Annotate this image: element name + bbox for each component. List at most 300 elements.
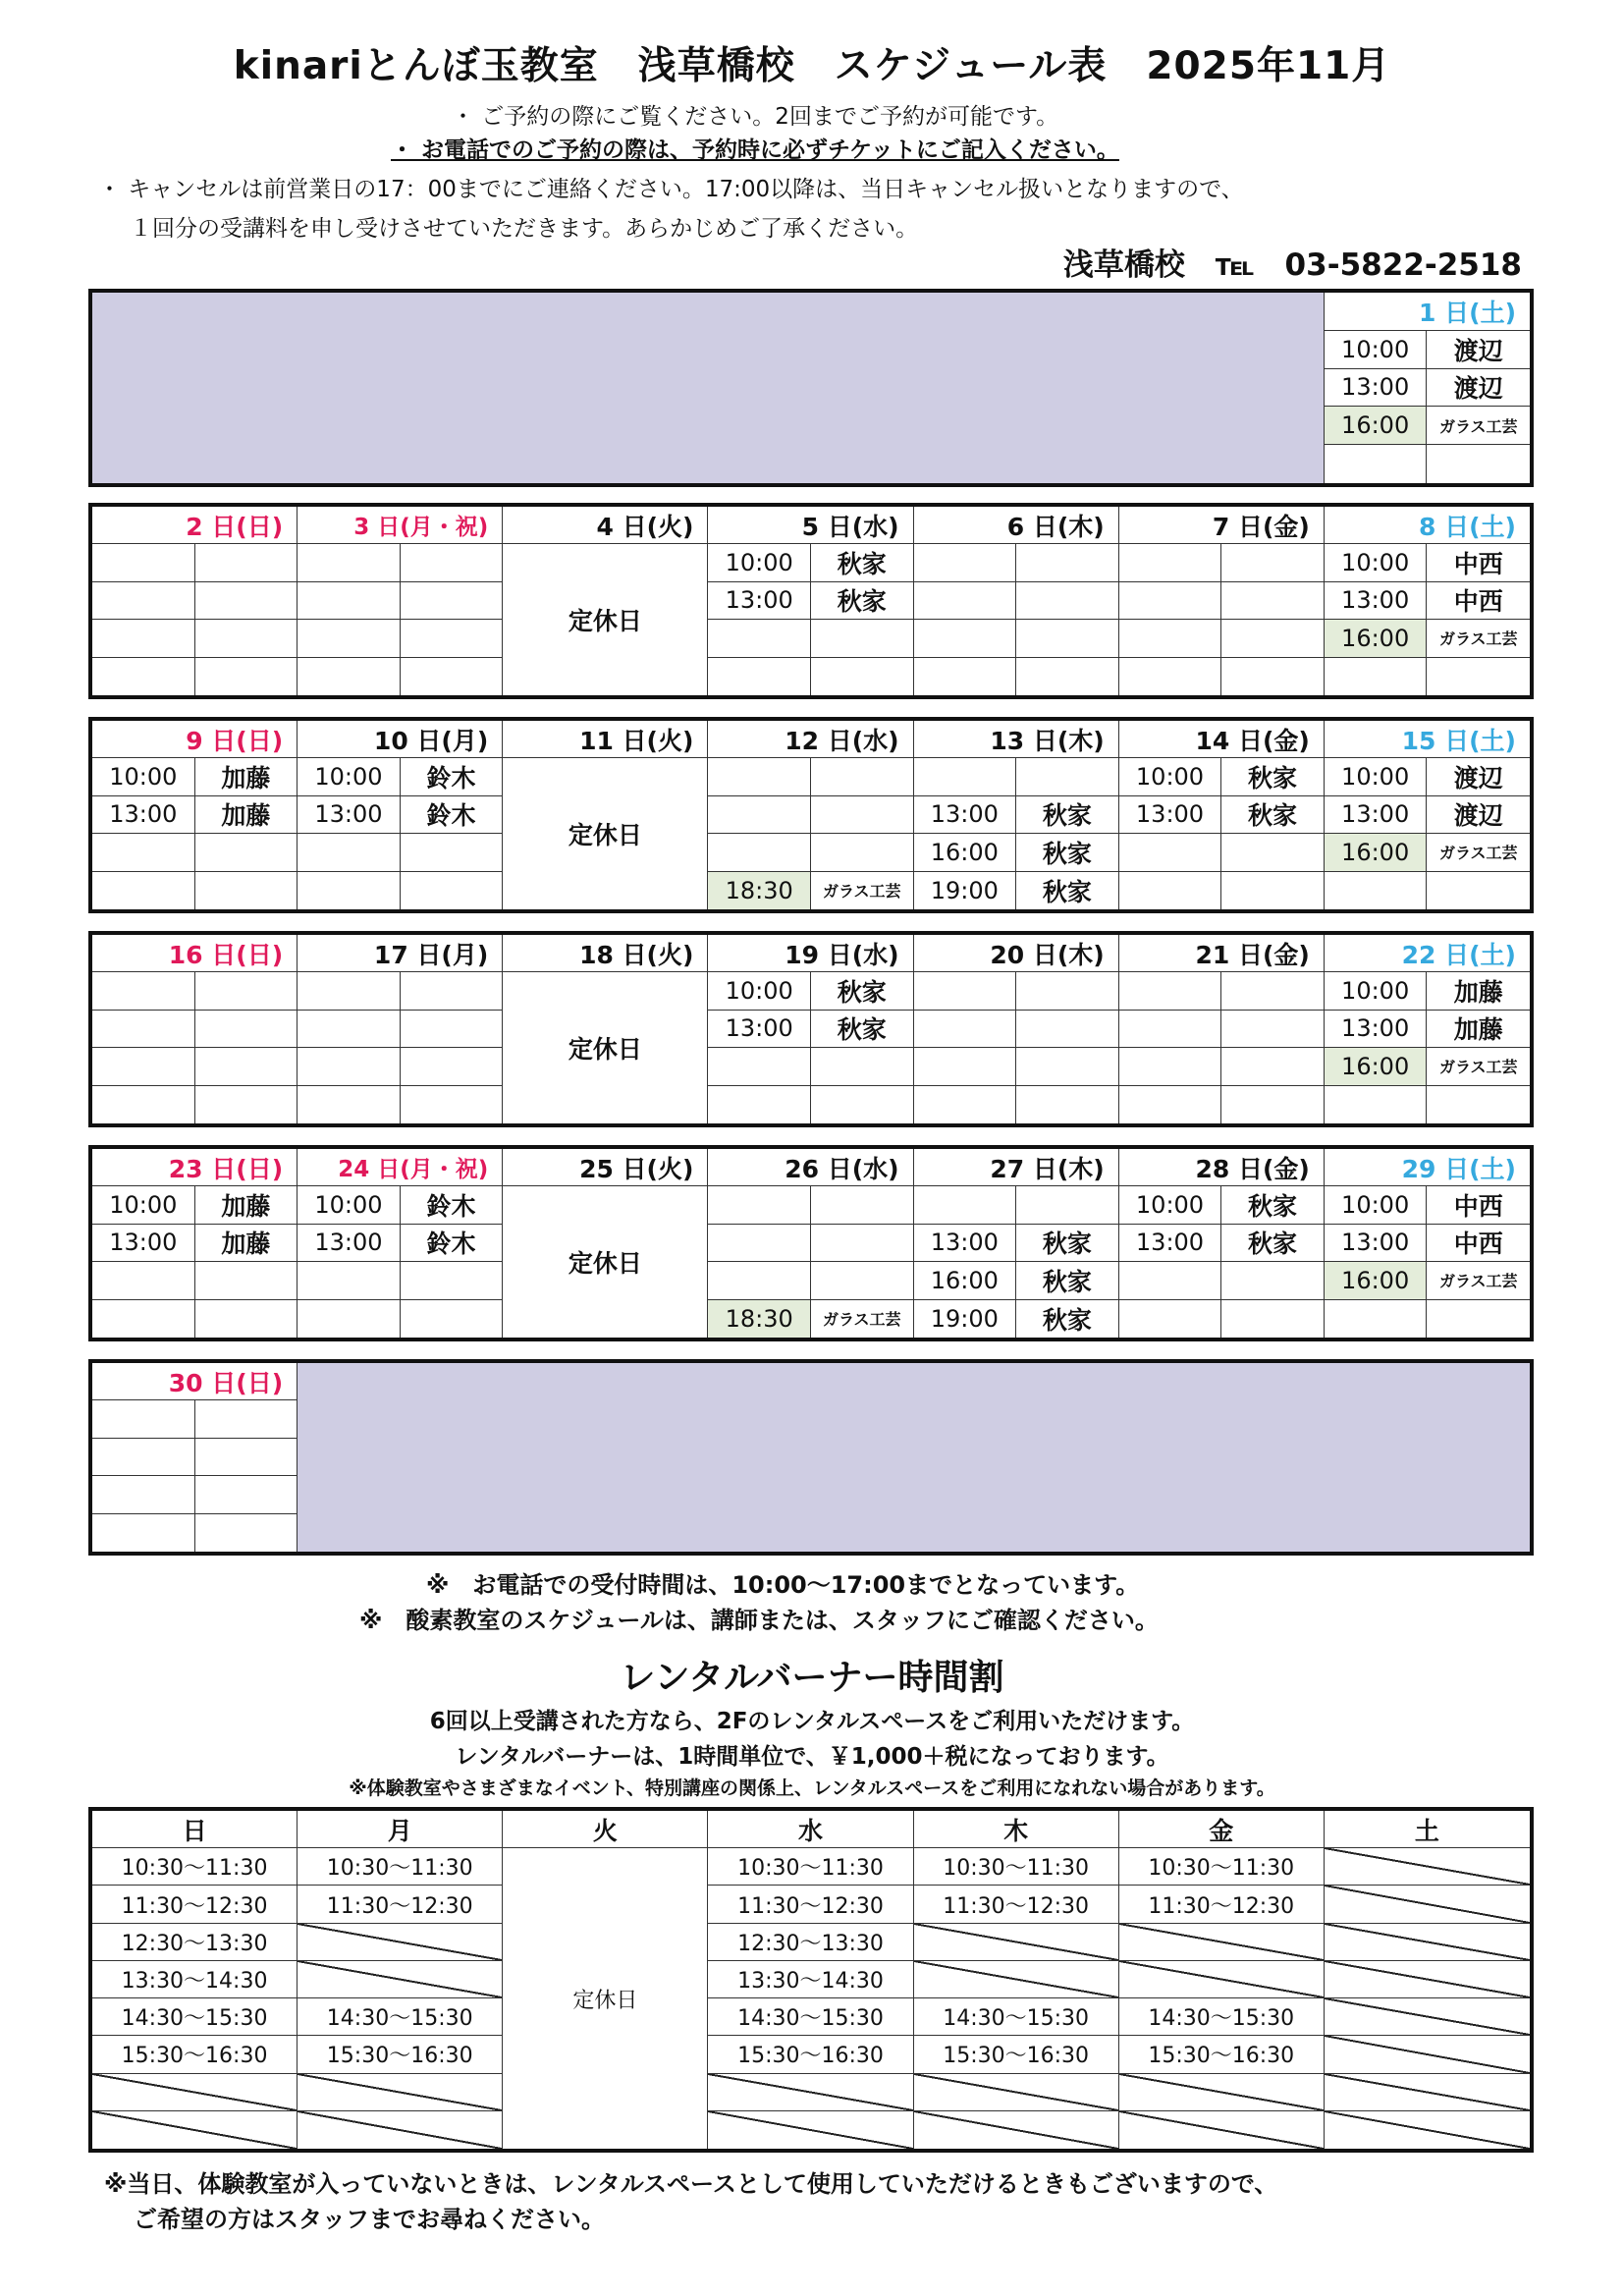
slot-time (298, 1011, 401, 1048)
slot-instructor: 鈴木 (401, 758, 504, 795)
rental-slot-unavailable (1325, 2074, 1530, 2111)
week-3 (88, 717, 1534, 913)
slot-instructor (195, 972, 298, 1010)
slot-instructor: 中西 (1427, 1225, 1530, 1262)
day-label: 19 日(水) (785, 940, 899, 969)
slot-time (1119, 1300, 1222, 1338)
slot-time (298, 658, 401, 695)
rental-slot: 12:30～13:30 (708, 1924, 913, 1961)
blank-area (298, 1363, 1530, 1552)
rental-slot: 11:30～12:30 (92, 1886, 298, 1923)
rental-notice: ※体験教室やさまざまなイベント、特別講座の関係上、レンタルスペースをご利用になれない場合があります。 (349, 1777, 1275, 1799)
slot-instructor: 加藤 (195, 758, 298, 795)
rental-header-day: 土 (1325, 1811, 1530, 1848)
slot-instructor (1221, 972, 1325, 1010)
slot-instructor: 加藤 (195, 1225, 298, 1262)
slot-time (914, 544, 1017, 581)
slot-instructor: 中西 (1427, 1186, 1530, 1224)
slot-time (1119, 582, 1222, 620)
slot-time: 13:00 (1119, 796, 1222, 834)
day-header (503, 1149, 708, 1186)
day-header (1119, 721, 1325, 758)
slot-time (92, 1400, 195, 1438)
note-phone-hours: ※ お電話での受付時間は、10:00～17:00までとなっています。 (426, 1571, 1140, 1599)
slot-instructor (195, 1262, 298, 1299)
slot-instructor: 秋家 (1221, 796, 1325, 834)
day-header (503, 507, 708, 544)
week-6 (88, 1359, 1534, 1556)
day-header (914, 507, 1119, 544)
slot-instructor (1221, 620, 1325, 657)
week-5 (88, 1145, 1534, 1341)
day-header (708, 721, 913, 758)
day-header (708, 507, 913, 544)
slot-instructor (1016, 658, 1119, 695)
day-header (914, 935, 1119, 972)
slot-time (92, 658, 195, 695)
slot-time: 13:00 (298, 796, 401, 834)
slot-instructor (1221, 544, 1325, 581)
slot-time (298, 544, 401, 581)
slot-time (914, 1186, 1017, 1224)
rental-slot: 10:30～11:30 (914, 1848, 1119, 1886)
slot-instructor (195, 582, 298, 620)
slot-time (1119, 1262, 1222, 1299)
day-header (1325, 507, 1530, 544)
slot-instructor (401, 1262, 504, 1299)
rental-slot-unavailable (1119, 1961, 1325, 1998)
rental-slot: 10:30～11:30 (298, 1848, 503, 1886)
day-label: 12 日(水) (785, 726, 899, 755)
rental-slot: 13:30～14:30 (708, 1961, 913, 1998)
slot-time (298, 872, 401, 909)
slot-time (1325, 445, 1428, 483)
rental-slot: 15:30～16:30 (298, 2036, 503, 2073)
slot-time (708, 834, 811, 871)
slot-time (92, 544, 195, 581)
slot-instructor: 加藤 (1427, 972, 1530, 1010)
rental-slot: 15:30～16:30 (92, 2036, 298, 2073)
day-label: 27 日(木) (990, 1154, 1105, 1183)
slot-time (708, 1225, 811, 1262)
slot-time (1119, 620, 1222, 657)
day-label: 2 日(日) (186, 512, 284, 541)
slot-time (298, 1086, 401, 1123)
day-header (92, 1149, 298, 1186)
slot-time: 13:00 (914, 1225, 1017, 1262)
slot-instructor (401, 972, 504, 1010)
day-header (1119, 935, 1325, 972)
slot-instructor (1221, 1048, 1325, 1085)
slot-time: 10:00 (708, 544, 811, 581)
slot-instructor (401, 872, 504, 909)
day-label: 7 日(金) (1212, 512, 1310, 541)
slot-instructor: ガラス工芸 (1427, 1262, 1530, 1299)
slot-time (708, 1262, 811, 1299)
slot-time (92, 1300, 195, 1338)
rental-header-day: 日 (92, 1811, 298, 1848)
day-label: 11 日(火) (579, 726, 694, 755)
rental-condition: 6回以上受講された方なら、2Fのレンタルスペースをご利用いただけます。 (429, 1709, 1195, 1734)
rental-slot-unavailable (1325, 2111, 1530, 2149)
day-header (914, 721, 1119, 758)
day-label: 9 日(日) (186, 726, 284, 755)
rental-timetable (88, 1807, 1534, 2153)
slot-instructor (1016, 758, 1119, 795)
slot-instructor (811, 620, 914, 657)
slot-instructor (195, 834, 298, 871)
slot-time: 10:00 (1325, 758, 1428, 795)
rental-slot-unavailable (1325, 1886, 1530, 1923)
slot-time: 18:30 (708, 1300, 811, 1338)
slot-time (914, 758, 1017, 795)
slot-instructor (1016, 1011, 1119, 1048)
slot-instructor (1221, 1086, 1325, 1123)
rental-slot-unavailable (914, 2074, 1119, 2111)
day-header (503, 935, 708, 972)
day-label: 15 日(土) (1401, 726, 1516, 755)
slot-time: 13:00 (92, 1225, 195, 1262)
slot-time (914, 1048, 1017, 1085)
day-label: 13 日(木) (990, 726, 1105, 755)
rental-slot-unavailable (298, 1924, 503, 1961)
slot-instructor (195, 620, 298, 657)
day-label: 14 日(金) (1195, 726, 1310, 755)
slot-instructor (401, 658, 504, 695)
slot-time (708, 796, 811, 834)
slot-instructor: 秋家 (811, 582, 914, 620)
day-label: 18 日(火) (579, 940, 694, 969)
day-header (92, 935, 298, 972)
rental-slot-unavailable (708, 2111, 913, 2149)
slot-time: 13:00 (1325, 1225, 1428, 1262)
rental-slot-unavailable (1325, 1848, 1530, 1886)
day-label: 25 日(火) (579, 1154, 694, 1183)
slot-instructor: 渡辺 (1427, 369, 1530, 408)
week-4 (88, 931, 1534, 1127)
note-reservation: ・ ご予約の際にご覧ください。2回までご予約が可能です。 (452, 104, 1059, 130)
rental-slot-unavailable (92, 2111, 298, 2149)
day-label: 23 日(日) (168, 1154, 284, 1183)
slot-instructor (1427, 872, 1530, 909)
rental-slot-unavailable (1325, 1998, 1530, 2036)
slot-time: 10:00 (1325, 1186, 1428, 1224)
slot-instructor: 秋家 (1221, 1186, 1325, 1224)
slot-time: 16:00 (914, 1262, 1017, 1299)
slot-time: 10:00 (92, 1186, 195, 1224)
slot-instructor (811, 834, 914, 871)
day-label: 24 日(月・祝) (338, 1157, 489, 1183)
slot-time (1119, 1011, 1222, 1048)
slot-instructor (1221, 582, 1325, 620)
rental-slot-unavailable (1325, 1961, 1530, 1998)
rental-slot: 15:30～16:30 (914, 2036, 1119, 2073)
slot-instructor (1016, 1086, 1119, 1123)
day-label: 29 日(土) (1401, 1154, 1516, 1183)
day-label: 20 日(木) (990, 940, 1105, 969)
slot-time: 16:00 (1325, 1262, 1428, 1299)
slot-time: 10:00 (1325, 544, 1428, 581)
day-label: 26 日(水) (785, 1154, 899, 1183)
slot-instructor: ガラス工芸 (811, 872, 914, 909)
slot-time (298, 1300, 401, 1338)
slot-instructor (1427, 445, 1530, 483)
slot-instructor (195, 658, 298, 695)
day-label: 17 日(月) (373, 940, 489, 969)
day-header (298, 1149, 503, 1186)
slot-instructor: ガラス工芸 (1427, 834, 1530, 871)
slot-instructor (401, 544, 504, 581)
slot-instructor (401, 620, 504, 657)
slot-instructor (401, 582, 504, 620)
slot-time: 13:00 (1119, 1225, 1222, 1262)
slot-time: 13:00 (708, 582, 811, 620)
slot-time (708, 758, 811, 795)
rental-slot: 14:30～15:30 (914, 1998, 1119, 2036)
slot-instructor (401, 1086, 504, 1123)
slot-instructor (195, 544, 298, 581)
slot-time (1325, 1086, 1428, 1123)
week-1 (88, 289, 1534, 487)
rental-slot-unavailable (1119, 2111, 1325, 2149)
rental-slot: 15:30～16:30 (1119, 2036, 1325, 2073)
slot-time: 10:00 (298, 1186, 401, 1224)
slot-instructor (195, 872, 298, 909)
note-cancel-fee: １回分の受講料を申し受けさせていただきます。あらかじめご了承ください。 (130, 216, 919, 242)
slot-instructor (811, 1086, 914, 1123)
slot-time: 13:00 (914, 796, 1017, 834)
day-label: 30 日(日) (168, 1368, 284, 1397)
school-phone: 浅草橋校 ℡ 03-5822-2518 (1062, 247, 1522, 283)
slot-instructor (1221, 1011, 1325, 1048)
slot-instructor (195, 1048, 298, 1085)
slot-time (92, 1086, 195, 1123)
slot-time (708, 1086, 811, 1123)
slot-time: 13:00 (298, 1225, 401, 1262)
slot-instructor: 中西 (1427, 582, 1530, 620)
slot-time (1325, 658, 1428, 695)
rental-slot: 10:30～11:30 (1119, 1848, 1325, 1886)
rental-header-day: 月 (298, 1811, 503, 1848)
rental-slot: 13:30～14:30 (92, 1961, 298, 1998)
day-label: 1 日(土) (1419, 298, 1516, 327)
slot-instructor (1427, 1300, 1530, 1338)
rental-slot-unavailable (1325, 2036, 1530, 2073)
slot-instructor: 秋家 (1016, 872, 1119, 909)
slot-time (1325, 872, 1428, 909)
slot-time: 16:00 (1325, 620, 1428, 657)
rental-slot-unavailable (708, 2074, 913, 2111)
closed-day-label: 定休日 (503, 544, 708, 695)
day-header (1325, 721, 1530, 758)
rental-slot-unavailable (914, 2111, 1119, 2149)
rental-slot: 15:30～16:30 (708, 2036, 913, 2073)
slot-time: 10:00 (1325, 972, 1428, 1010)
slot-instructor: 秋家 (1016, 1262, 1119, 1299)
slot-instructor (1221, 1262, 1325, 1299)
slot-instructor: 秋家 (811, 544, 914, 581)
day-header (298, 721, 503, 758)
slot-time (1119, 1086, 1222, 1123)
day-header (298, 935, 503, 972)
rental-header-day: 木 (914, 1811, 1119, 1848)
slot-time: 13:00 (1325, 369, 1428, 408)
day-header (92, 1363, 298, 1400)
rental-slot-unavailable (298, 1961, 503, 1998)
slot-instructor (1221, 658, 1325, 695)
slot-instructor: 秋家 (1221, 758, 1325, 795)
day-header (503, 721, 708, 758)
day-label: 22 日(土) (1401, 940, 1516, 969)
slot-time (298, 620, 401, 657)
rental-slot: 14:30～15:30 (92, 1998, 298, 2036)
slot-instructor (401, 1048, 504, 1085)
slot-time (92, 1439, 195, 1476)
slot-instructor: 加藤 (195, 1186, 298, 1224)
slot-time (92, 1262, 195, 1299)
slot-time (92, 834, 195, 871)
slot-time (914, 1086, 1017, 1123)
closed-day-label: 定休日 (503, 1186, 708, 1338)
rental-slot: 12:30～13:30 (92, 1924, 298, 1961)
day-header (1325, 935, 1530, 972)
day-header (708, 935, 913, 972)
slot-instructor (195, 1439, 298, 1476)
slot-time (298, 582, 401, 620)
rental-slot-unavailable (914, 1924, 1119, 1961)
slot-time: 10:00 (1325, 331, 1428, 369)
slot-instructor (401, 1011, 504, 1048)
slot-time (708, 658, 811, 695)
closed-day-label: 定休日 (503, 758, 708, 909)
slot-time (92, 582, 195, 620)
rental-slot: 10:30～11:30 (708, 1848, 913, 1886)
rental-header-day: 水 (708, 1811, 913, 1848)
rental-header-day: 火 (503, 1811, 708, 1848)
day-header (1119, 507, 1325, 544)
slot-instructor (401, 1300, 504, 1338)
blank-area (92, 293, 1325, 483)
slot-instructor: 秋家 (811, 1011, 914, 1048)
footer-note-contact: ご希望の方はスタッフまでお尋ねください。 (134, 2206, 605, 2233)
slot-instructor (195, 1086, 298, 1123)
slot-time: 13:00 (1325, 582, 1428, 620)
slot-time (92, 1514, 195, 1552)
rental-header-day: 金 (1119, 1811, 1325, 1848)
slot-time: 10:00 (298, 758, 401, 795)
slot-instructor (1221, 872, 1325, 909)
day-label: 28 日(金) (1195, 1154, 1310, 1183)
slot-time: 16:00 (914, 834, 1017, 871)
slot-instructor (195, 1300, 298, 1338)
slot-instructor: 鈴木 (401, 796, 504, 834)
slot-time (1119, 658, 1222, 695)
slot-time (708, 1048, 811, 1085)
slot-time (298, 972, 401, 1010)
slot-instructor (811, 1048, 914, 1085)
slot-instructor (1221, 1300, 1325, 1338)
note-oxygen-class: ※ 酸素教室のスケジュールは、講師または、スタッフにご確認ください。 (359, 1607, 1159, 1634)
slot-time (1119, 544, 1222, 581)
rental-slot: 11:30～12:30 (914, 1886, 1119, 1923)
rental-slot: 11:30～12:30 (1119, 1886, 1325, 1923)
slot-time: 13:00 (92, 796, 195, 834)
closed-day-label: 定休日 (503, 972, 708, 1123)
slot-instructor (195, 1476, 298, 1513)
slot-instructor: 渡辺 (1427, 796, 1530, 834)
slot-time: 13:00 (708, 1011, 811, 1048)
slot-instructor: ガラス工芸 (1427, 620, 1530, 657)
slot-instructor: 鈴木 (401, 1225, 504, 1262)
rental-slot: 11:30～12:30 (298, 1886, 503, 1923)
day-label: 21 日(金) (1195, 940, 1310, 969)
slot-instructor: 加藤 (195, 796, 298, 834)
day-header (92, 721, 298, 758)
slot-time (1119, 872, 1222, 909)
slot-instructor: 渡辺 (1427, 331, 1530, 369)
note-phone-reservation-text: ・ お電話でのご予約の際は、予約時に必ずチケットにご記入ください。 (391, 137, 1119, 163)
slot-time (92, 872, 195, 909)
slot-time (92, 1011, 195, 1048)
day-label: 8 日(土) (1419, 512, 1516, 541)
rental-slot-unavailable (298, 2074, 503, 2111)
slot-instructor (1427, 1086, 1530, 1123)
slot-instructor: 秋家 (811, 972, 914, 1010)
slot-time (298, 1262, 401, 1299)
day-label: 4 日(火) (596, 512, 694, 541)
note-cancel: ・ キャンセルは前営業日の17：00までにご連絡ください。17:00以降は、当日キャンセル扱いとなりますので、 (98, 177, 1244, 202)
rental-slot: 14:30～15:30 (1119, 1998, 1325, 2036)
slot-time (914, 582, 1017, 620)
slot-instructor (811, 758, 914, 795)
day-header (92, 507, 298, 544)
slot-instructor (195, 1514, 298, 1552)
slot-time (708, 620, 811, 657)
slot-time: 19:00 (914, 872, 1017, 909)
slot-time (298, 1048, 401, 1085)
slot-time: 19:00 (914, 1300, 1017, 1338)
slot-time (1119, 972, 1222, 1010)
slot-instructor: ガラス工芸 (1427, 1048, 1530, 1085)
slot-time (708, 1186, 811, 1224)
slot-instructor: 鈴木 (401, 1186, 504, 1224)
slot-time: 10:00 (1119, 758, 1222, 795)
rental-slot-unavailable (914, 1961, 1119, 1998)
slot-instructor (811, 1225, 914, 1262)
slot-instructor (1016, 544, 1119, 581)
note-phone-reservation (391, 132, 1119, 164)
slot-instructor: 秋家 (1016, 1300, 1119, 1338)
slot-instructor: 秋家 (1016, 1225, 1119, 1262)
slot-time (914, 1011, 1017, 1048)
day-label: 16 日(日) (168, 940, 284, 969)
slot-instructor (811, 658, 914, 695)
slot-instructor: 加藤 (1427, 1011, 1530, 1048)
slot-time: 18:30 (708, 872, 811, 909)
rental-slot-unavailable (92, 2074, 298, 2111)
rental-slot: 10:30～11:30 (92, 1848, 298, 1886)
day-label: 5 日(水) (801, 512, 899, 541)
day-label: 3 日(月・祝) (353, 515, 489, 541)
rental-title: レンタルバーナー時間割 (620, 1658, 1004, 1698)
slot-time (914, 972, 1017, 1010)
slot-instructor (811, 1262, 914, 1299)
slot-instructor: 秋家 (1016, 834, 1119, 871)
rental-slot-unavailable (1325, 1924, 1530, 1961)
slot-time: 16:00 (1325, 834, 1428, 871)
slot-time (92, 620, 195, 657)
week-2 (88, 503, 1534, 699)
